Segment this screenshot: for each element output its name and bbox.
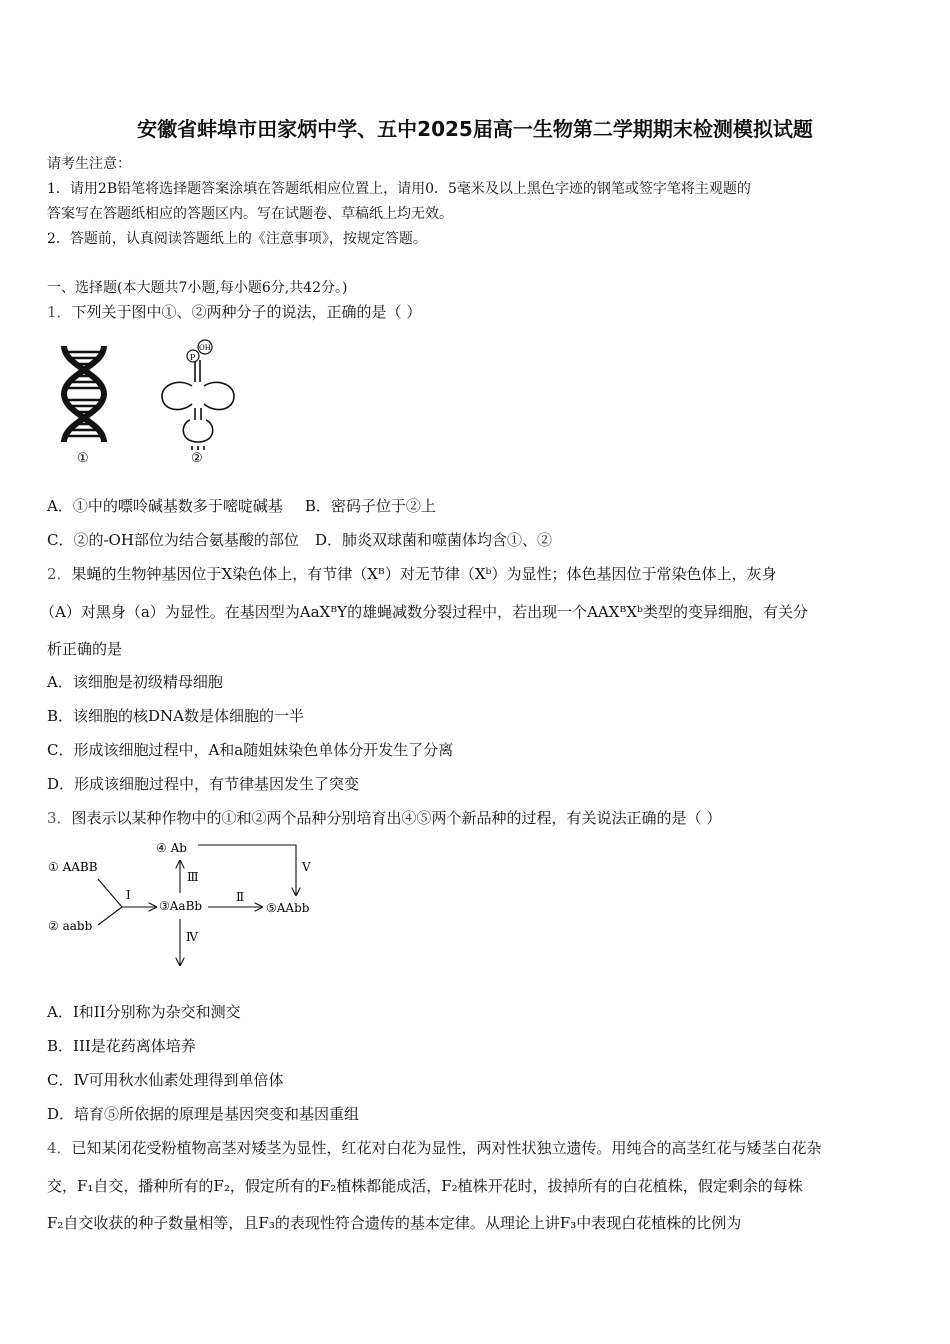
q3-option-b: B．III是花药离体培养 — [47, 1037, 196, 1055]
question-2-line-1 — [47, 563, 777, 584]
node-2: ② aabb — [48, 919, 93, 933]
step-5-label: Ⅴ — [302, 860, 311, 874]
question-stem: 图表示以某种作物中的①和②两个品种分别培育出④⑤两个新品种的过程，有关说法正确的是（ ） — [71, 809, 722, 827]
step-3-label: Ⅲ — [187, 870, 199, 884]
q1-options-cd — [47, 529, 552, 550]
q3-option-c: C．Ⅳ可用秋水仙素处理得到单倍体 — [47, 1071, 284, 1089]
q2-option-d: D．形成该细胞过程中，有节律基因发生了突变 — [47, 775, 360, 793]
q1-option-c: C．②的-OH部位为结合氨基酸的部位 — [47, 531, 299, 549]
question-number: 3． — [47, 809, 72, 827]
node-3: ③AaBb — [159, 899, 203, 913]
q1-options-ab — [47, 495, 436, 516]
notice-line-1b: 答案写在答题纸相应的答题区内。写在试题卷、草稿纸上均无效。 — [47, 206, 453, 222]
question-number: 1． — [47, 303, 72, 321]
q2-option-b: B．该细胞的核DNA数是体细胞的一半 — [47, 707, 305, 725]
trna-p-label: P — [190, 353, 196, 362]
q1-figure — [50, 338, 240, 468]
figure-label-2: ② — [191, 451, 203, 466]
q3-option-a: A．I和II分别称为杂交和测交 — [47, 1003, 241, 1021]
section-heading: 一、选择题(本大题共7小题,每小题6分,共42分。) — [47, 280, 348, 296]
q1-option-b: B．密码子位于②上 — [304, 497, 436, 515]
question-3 — [47, 807, 721, 828]
question-4-line-2: 交，F₁自交，播种所有的F₂，假定所有的F₂植株都能成活，F₂植株开花时，拔掉所有的白花植株，假定剩余的每株 — [47, 1177, 803, 1195]
step-4-label: Ⅳ — [186, 930, 198, 944]
figure-label-1: ① — [77, 451, 89, 466]
question-2-line-2: （A）对黑身（a）为显性。在基因型为AaXᴮY的雄蝇减数分裂过程中，若出现一个AAXᴮXᵇ类型的变异细胞，有关分 — [40, 603, 809, 621]
question-stem: 果蝇的生物钟基因位于X染色体上，有节律（Xᴮ）对无节律（Xᵇ）为显性；体色基因位于常染色体上，灰身 — [71, 565, 777, 583]
question-number: 4． — [47, 1139, 72, 1157]
q3-option-d: D．培育⑤所依据的原理是基因突变和基因重组 — [47, 1105, 360, 1123]
dna-double-helix-icon — [64, 346, 104, 442]
question-2-line-3: 析正确的是 — [47, 640, 123, 658]
question-stem: 已知某闭花受粉植物高茎对矮茎为显性，红花对白花为显性，两对性状独立遗传。用纯合的高茎红花与矮茎白花杂 — [71, 1139, 822, 1157]
node-5: ⑤AAbb — [266, 901, 310, 915]
step-2-label: Ⅱ — [236, 890, 245, 904]
q2-option-a: A．该细胞是初级精母细胞 — [47, 673, 223, 691]
question-4-line-3: F₂自交收获的种子数量相等，且F₃的表现性符合遗传的基本定律。从理论上讲F₃中表现白花植株的比例为 — [47, 1214, 742, 1232]
question-4-line-1 — [47, 1137, 822, 1158]
node-1: ① AABB — [48, 860, 98, 874]
notice-heading: 请考生注意： — [47, 156, 131, 172]
breeding-diagram — [40, 835, 340, 975]
trna-cloverleaf-icon — [162, 356, 234, 450]
node-4: ④ Ab — [156, 841, 187, 855]
q2-option-c: C．形成该细胞过程中，A和a随姐妹染色单体分开发生了分离 — [47, 741, 454, 759]
question-1 — [47, 301, 421, 322]
page-title: 安徽省蚌埠市田家炳中学、五中2025届高一生物第二学期期末检测模拟试题 — [137, 117, 813, 141]
q1-option-d: D．肺炎双球菌和噬菌体均含①、② — [314, 531, 552, 549]
notice-line-1a: 1．请用2B铅笔将选择题答案涂填在答题纸相应位置上，请用0．5毫米及以上黑色字迹的钢笔或签字笔将主观题的 — [47, 181, 751, 197]
trna-oh-label: OH — [199, 344, 211, 352]
notice-line-2: 2．答题前，认真阅读答题纸上的《注意事项》，按规定答题。 — [47, 231, 427, 247]
question-stem: 下列关于图中①、②两种分子的说法，正确的是（ ） — [71, 303, 422, 321]
step-1-label: Ⅰ — [126, 888, 131, 902]
q1-option-a: A．①中的嘌呤碱基数多于嘧啶碱基 — [47, 497, 283, 515]
question-number: 2． — [47, 565, 72, 583]
